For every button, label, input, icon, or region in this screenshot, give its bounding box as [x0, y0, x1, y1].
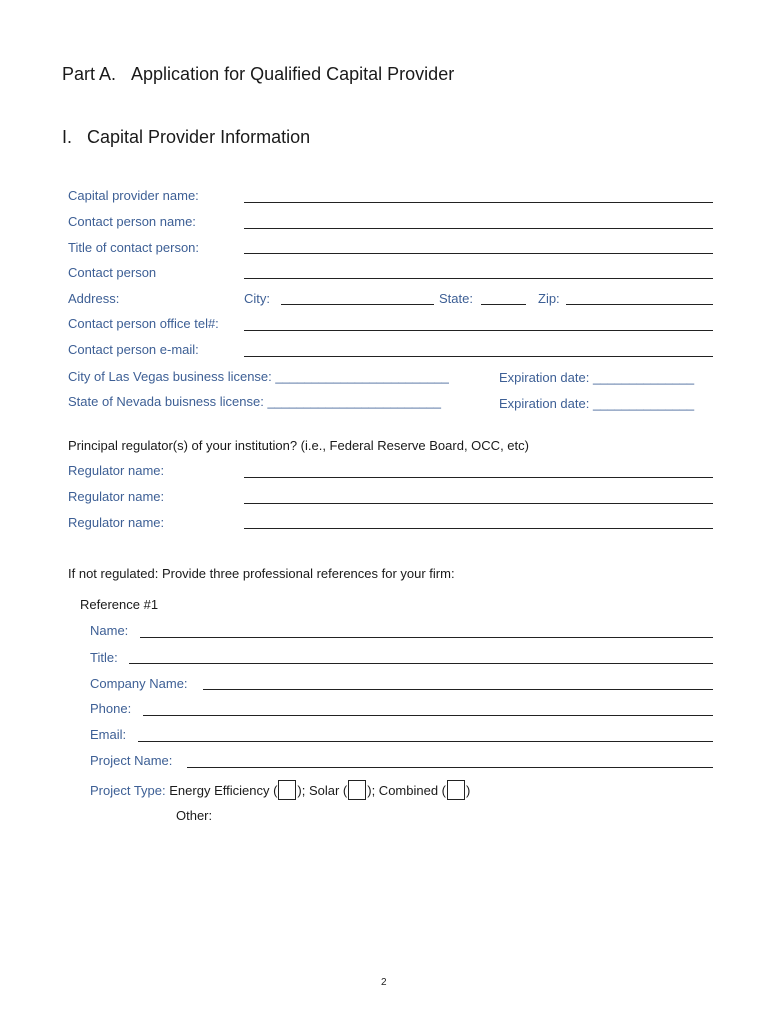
lv-expiration-label[interactable]: Expiration date: ______________	[499, 370, 695, 385]
contact-title-field[interactable]	[244, 253, 713, 254]
zip-field[interactable]	[566, 304, 713, 305]
zip-label: Zip:	[538, 291, 560, 306]
lv-license-label[interactable]: City of Las Vegas business license: ________________________	[68, 369, 449, 384]
ref-project-name-label: Project Name:	[90, 753, 173, 768]
ref-name-label: Name:	[90, 623, 129, 638]
ref-title-label: Title:	[90, 650, 118, 665]
project-type-row	[90, 780, 470, 800]
other-label: Other:	[176, 808, 213, 823]
energy-efficiency-checkbox[interactable]	[278, 780, 296, 800]
ref-company-field[interactable]	[203, 689, 713, 690]
ref-title-field[interactable]	[129, 663, 713, 664]
project-type-label: Project Type:	[90, 783, 166, 798]
ref-name-field[interactable]	[140, 637, 713, 638]
ref-email-label: Email:	[90, 727, 127, 742]
ref-company-label: Company Name:	[90, 676, 188, 691]
office-tel-field[interactable]	[244, 330, 713, 331]
solar-label: ); Solar (	[297, 783, 348, 798]
energy-efficiency-label: Energy Efficiency (	[169, 783, 278, 798]
ref-phone-label: Phone:	[90, 701, 132, 716]
office-tel-label: Contact person office tel#:	[68, 316, 219, 331]
combined-label: ); Combined (	[367, 783, 446, 798]
capital-provider-name-label: Capital provider name:	[68, 188, 199, 203]
contact-person-label: Contact person	[68, 265, 157, 280]
state-field[interactable]	[481, 304, 526, 305]
regulator-name-field-3[interactable]	[244, 528, 713, 529]
ref-project-name-field[interactable]	[187, 767, 713, 768]
reference-heading: Reference #1	[80, 597, 159, 612]
combined-checkbox[interactable]	[447, 780, 465, 800]
nv-license-label[interactable]: State of Nevada buisness license: ________________________	[68, 394, 441, 409]
solar-checkbox[interactable]	[348, 780, 366, 800]
nv-expiration-label[interactable]: Expiration date: ______________	[499, 396, 695, 411]
regulator-name-label-3: Regulator name:	[68, 515, 165, 530]
city-field[interactable]	[281, 304, 434, 305]
regulator-name-label-2: Regulator name:	[68, 489, 165, 504]
email-field[interactable]	[244, 356, 713, 357]
contact-title-label: Title of contact person:	[68, 240, 200, 255]
page-number: 2	[381, 977, 387, 988]
regulator-question: Principal regulator(s) of your institution? (i.e., Federal Reserve Board, OCC, etc)	[68, 438, 529, 453]
section-title: I. Capital Provider Information	[62, 127, 311, 147]
state-label: State:	[439, 291, 473, 306]
contact-person-field[interactable]	[244, 278, 713, 279]
contact-person-name-label: Contact person name:	[68, 214, 196, 229]
address-label: Address:	[68, 291, 120, 306]
ref-phone-field[interactable]	[143, 715, 713, 716]
regulator-name-field-2[interactable]	[244, 503, 713, 504]
ref-email-field[interactable]	[138, 741, 713, 742]
contact-person-name-field[interactable]	[244, 228, 713, 229]
email-label: Contact person e-mail:	[68, 342, 199, 357]
city-label: City:	[244, 291, 270, 306]
capital-provider-name-field[interactable]	[244, 202, 713, 203]
regulator-name-field-1[interactable]	[244, 477, 713, 478]
regulator-name-label-1: Regulator name:	[68, 463, 165, 478]
part-title: Part A. Application for Qualified Capital Provider	[62, 64, 455, 84]
close-paren: )	[466, 783, 471, 798]
references-intro: If not regulated: Provide three professional references for your firm:	[68, 566, 455, 581]
